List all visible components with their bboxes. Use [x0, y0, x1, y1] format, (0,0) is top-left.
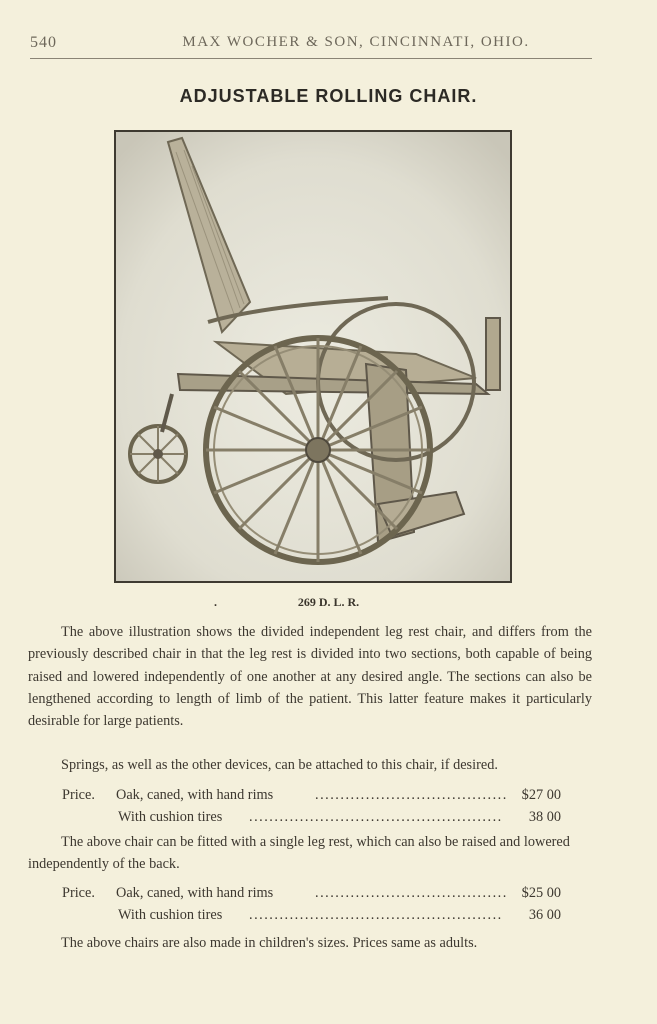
page-header	[30, 34, 592, 59]
price-description: Oak, caned, with hand rims	[116, 787, 274, 803]
paragraph-3: The above chair can be fitted with a single leg rest, which can also be raised and lowered independently of the back.	[28, 834, 570, 873]
dot-leader: ..................................................	[249, 907, 503, 923]
price-description: Oak, caned, with hand rims	[116, 885, 274, 901]
price-label: Price.	[62, 787, 95, 803]
price-amount: 38 00	[528, 809, 561, 825]
paragraph-4: The above chairs are also made in children's sizes. Prices same as adults.	[61, 935, 478, 951]
chair-illustration	[114, 130, 512, 583]
dot-leader: ......................................	[315, 787, 508, 803]
price-amount: $27 00	[521, 787, 561, 803]
price-amount: $25 00	[521, 885, 561, 901]
dot-leader: ......................................	[315, 885, 508, 901]
price-label: Price.	[62, 885, 95, 901]
price-row	[62, 787, 561, 809]
price-row	[62, 907, 561, 929]
paragraph-1: The above illustration shows the divided independent leg rest chair, and differs from the previously described chair in that the leg rest is divided into two sections, both capable of being raised and lowered independently of one another at any desired angle. The sections can also be lengthened according to length of limb of the patient. This latter feature makes it particularly desirable for large patients.	[28, 624, 592, 730]
page-number: 540	[30, 34, 57, 51]
price-amount: 36 00	[528, 907, 561, 923]
page-title: ADJUSTABLE ROLLING CHAIR.	[179, 86, 478, 106]
dot-leader: ..................................................	[249, 809, 503, 825]
wheelchair-photo	[116, 132, 510, 581]
caption-text: 269 D. L. R.	[297, 595, 360, 609]
price-description: With cushion tires	[118, 907, 223, 923]
figure-caption	[0, 595, 657, 610]
running-head: MAX WOCHER & SON, CINCINNATI, OHIO.	[182, 34, 530, 50]
price-description: With cushion tires	[118, 809, 223, 825]
price-row	[62, 885, 561, 907]
paragraph-2: Springs, as well as the other devices, can be attached to this chair, if desired.	[61, 757, 498, 773]
caption-mark: .	[214, 595, 217, 609]
price-row	[62, 809, 561, 831]
